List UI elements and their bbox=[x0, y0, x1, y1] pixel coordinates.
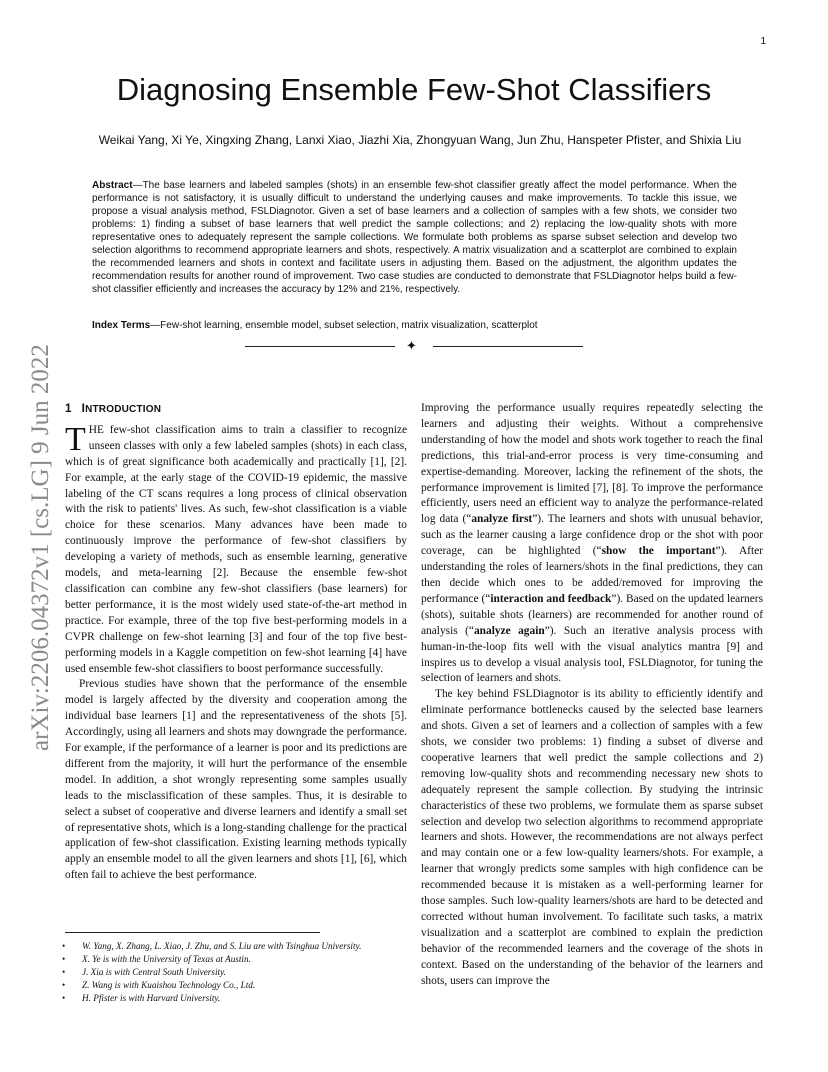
section-title-initial: I bbox=[81, 402, 86, 415]
text-run: ”). Based on the updated learners (shots), suitable shots (learners) are recommended for another round of analysis (“ bbox=[421, 592, 764, 637]
highlight-analyze-first: analyze first bbox=[471, 513, 533, 526]
page-number: 1 bbox=[760, 36, 766, 47]
intro-lead-word: HE bbox=[88, 423, 104, 436]
section-title-rest: NTRODUCTION bbox=[85, 404, 162, 415]
left-column bbox=[65, 401, 407, 884]
separator-diamond-icon: ✦ bbox=[406, 338, 417, 353]
footnote-item: • X. Ye is with the University of Texas at Austin. bbox=[62, 953, 407, 966]
text-run: ”). After understanding the roles of learners/shots in the final predictions, they can then decide which ones to be added/removed for improving the performance (“ bbox=[421, 545, 763, 605]
intro-paragraph-4: The key behind FSLDiagnotor is its ability to efficiently identify and eliminate performance bottlenecks caused by the selected base learners and shots. Given a set of learners and a collection of samples with a few shots, we consider two problems: 1) finding a subset of diverse and cooperative learners that well predict the sample collections and 2) removing low-quality shots and recommending necessary new shots to adequately represent the sample collection. By studying the intrinsic characteristics of these two problems, we formulate them as sparse subset selection and develop two selection algorithms to recommend appropriate learners and shots. However, the recommendations are not always perfect and may contain one or a few low-quality learners/shots. For example, a learner that wrongly predicts some samples with high confidence can be recommended because it is mistaken as a well-performing learner for those samples. Such low-quality learners/shots are hard to be detected and corrected without human involvement. To facilitate such tasks, a matrix visualization and a scatterplot are combined to explain the prediction behavior of the recommended learners and the coverage of the shots in context. Based on the understanding of the behavior of the learners and shots, users can improve the bbox=[421, 688, 763, 987]
section-separator bbox=[245, 338, 583, 356]
index-terms bbox=[92, 320, 737, 331]
abstract-label: Abstract bbox=[92, 180, 133, 191]
abstract-text: —The base learners and labeled samples (shots) in an ensemble few-shot classifier greatly affect the model performance. When the performance is not satisfactory, it is usually difficult to understand the underlying causes and make improvements. To tackle this issue, we propose a visual analysis method, FSLDiagnotor. Given a set of base learners and a collection of samples with a few shots, we consider two problems: 1) finding a subset of base learners that well predict the sample collections; and 2) replacing the low-quality shots with more representative ones to adequately represent the sample collections. We formulate both problems as sparse subset selection and develop two selection algorithms to recommend appropriate learners and shots, respectively. A matrix visualization and a scatterplot are combined to explain the recommended learners and shots in context and facilitate users in adjusting them. Based on the adjustment, the algorithm updates the recommendation results for another round of improvement. Two case studies are conducted to demonstrate that FSLDiagnotor helps build a few-shot classifier efficiently and increases the accuracy by 12% and 21%, respectively. bbox=[92, 180, 737, 295]
footnote-item: • Z. Wang is with Kuaishou Technology Co., Ltd. bbox=[62, 979, 407, 992]
highlight-analyze-again: analyze again bbox=[473, 624, 545, 637]
text-run: Improving the performance usually requires repeatedly selecting the learners and adjusting their weights. Without a comprehensive understanding of how the model and shots work together to reach the final predictions, this trial-and-error process is very time-consuming and expertise-demanding. Moreover, lacking the refinement of the shots, the performance improvement is limited [7], [8]. To improve the performance efficiently, users need an efficient way to analyze the performance-related log data (“ bbox=[421, 402, 763, 526]
intro-paragraph-2: Previous studies have shown that the performance of the ensemble model is largely affected by the diversity and cooperation among the individual base learners [1] and the representativeness of the shots [5]. Accordingly, using all learners and shots may downgrade the performance. For example, if the performance of a learner is poor and its predictions are different from the majority, it will hurt the performance of the ensemble model. In addition, a shot wrongly representing some samples usually leads to the misclassification of these samples. Thus, it is desirable to select a subset of cooperative and diverse learners and identify a small set of representative shots, which is a long-standing challenge for the practical application of few-shot classification. Existing learning methods typically apply an ensemble model to all the given learners and shots [1], [6], which often fail to achieve the best performance. bbox=[65, 678, 407, 882]
intro-paragraph-3 bbox=[421, 401, 763, 687]
footnote-item: • H. Pfister is with Harvard University. bbox=[62, 992, 407, 1005]
footnote-list bbox=[62, 940, 407, 1005]
index-terms-label: Index Terms bbox=[92, 320, 151, 331]
right-column bbox=[421, 401, 763, 990]
paper-title: Diagnosing Ensemble Few-Shot Classifiers bbox=[116, 72, 712, 107]
arxiv-stamp bbox=[6, 296, 66, 756]
intro-paragraph-1 bbox=[65, 420, 407, 678]
text-run: ”). Such an iterative analysis process with human-in-the-loop fits well with the visual analytics mantra [9] and inspires us to develop a visual analysis tool, FSLDiagnotor, for tuning the selection of learners and shots. bbox=[421, 624, 763, 685]
section-number: 1 bbox=[65, 402, 72, 415]
highlight-show-important: show the important bbox=[601, 545, 716, 558]
separator-line-left bbox=[245, 346, 395, 347]
separator-line-right bbox=[433, 346, 583, 347]
abstract bbox=[92, 179, 737, 296]
intro-paragraph-1-text: few-shot classification aims to train a classifier to recognize unseen classes with only a few labeled samples (shots) in each class, which is of great significance both academically and practically [1], [2]. For example, at the early stage of the COVID-19 epidemic, the massive labeling of the CT scans requires a long process of clinical observation with the risk to patients' lives. As such, few-shot classification is a viable choice for these scenarios. Many advances have been made to continuously improve the performance of few-shot classifiers by developing a variety of methods, such as ensemble learning, generative models, and meta-learning [2]. Because the ensemble few-shot classification can combine any few-shot classifiers (base learners) for better performance, it is the most widely used state-of-the-art method in practice. For example, three of the top five best-performing models in a CVPR challenge on few-shot learning [3] and four of the top five best-performing models in a Kaggle competition on few-shot learning [4] have used ensemble few-shot classifiers to boost performance successfully. bbox=[65, 423, 407, 675]
section-heading bbox=[65, 401, 407, 418]
arxiv-stamp-text: arXiv:2206.04372v1 [cs.LG] 9 Jun 2022 bbox=[27, 344, 54, 751]
text-run: ”). The learners and shots with unusual behavior, such as the learner causing a large confidence drop or the shot with poor coverage, can be highlighted (“ bbox=[421, 513, 763, 558]
footnote-rule bbox=[65, 932, 320, 933]
author-list: Weikai Yang, Xi Ye, Xingxing Zhang, Lanxi Xiao, Jiazhi Xia, Zhongyuan Wang, Jun Zhu, Hanspeter Pfister, and Shixia Liu bbox=[98, 133, 742, 147]
highlight-interaction-feedback: interaction and feedback bbox=[490, 592, 612, 605]
drop-cap: T bbox=[65, 420, 86, 458]
footnote-item: • W. Yang, X. Zhang, L. Xiao, J. Zhu, and S. Liu are with Tsinghua University. bbox=[62, 940, 407, 953]
index-terms-text: —Few-shot learning, ensemble model, subset selection, matrix visualization, scatterplot bbox=[150, 320, 538, 331]
footnote-item: • J. Xia is with Central South University. bbox=[62, 966, 407, 979]
